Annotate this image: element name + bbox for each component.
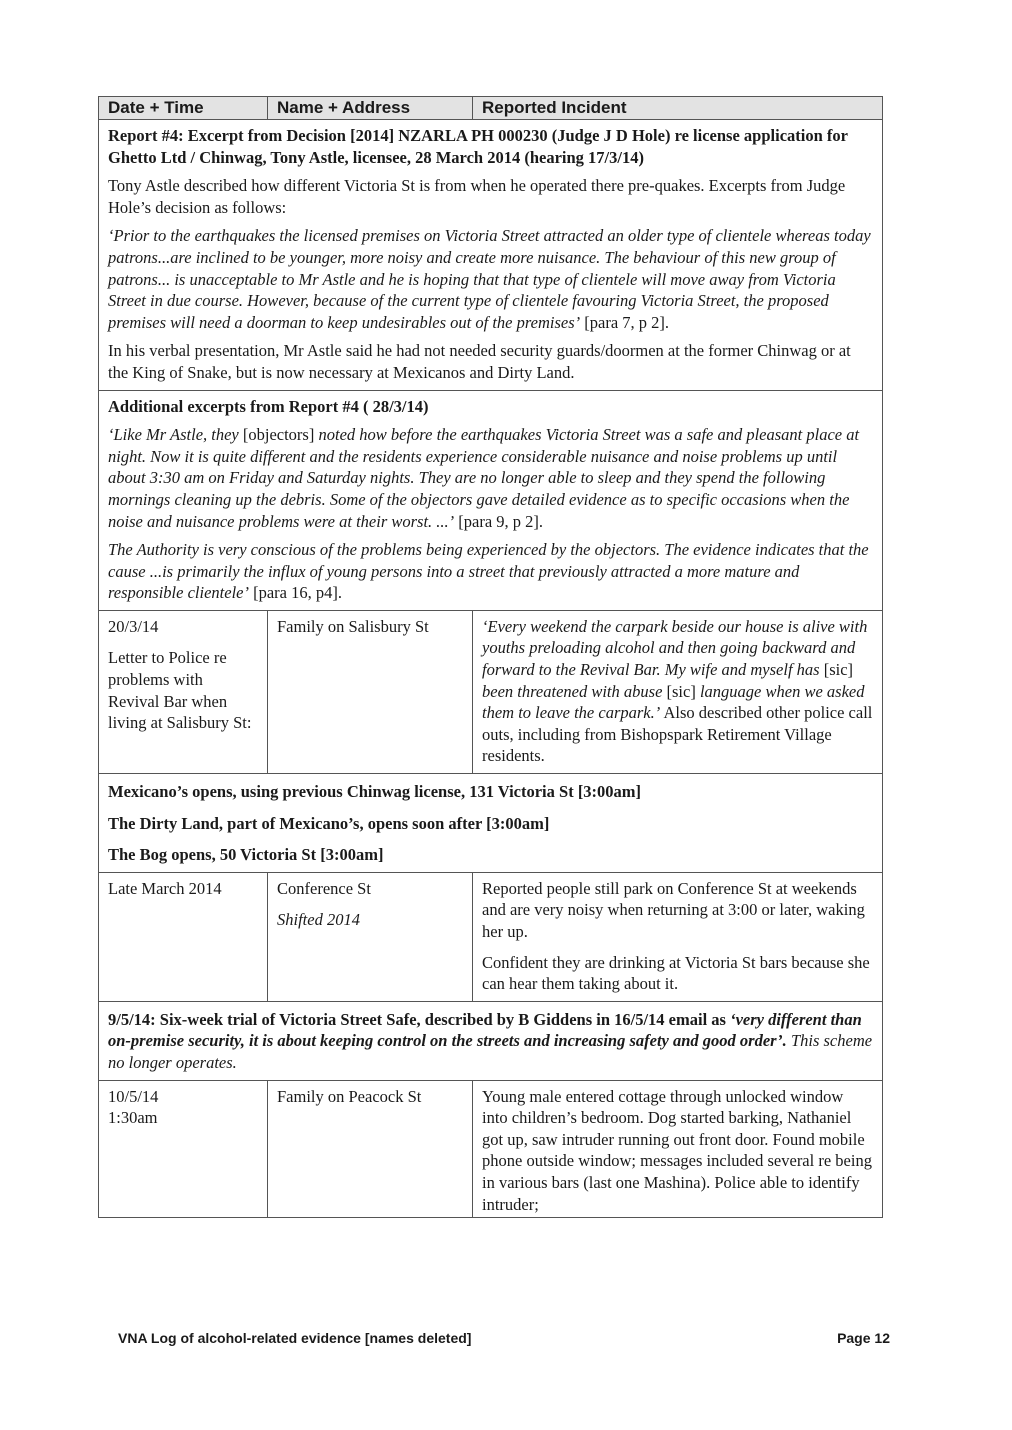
row3-date-cell: [99, 1081, 267, 1135]
row2-incident-1: Reported people still park on Conference St at weekends and are very noisy when returning at 3:00 or later, waking her up.: [482, 878, 865, 941]
additional-q2-text: The Authority is very conscious of the problems being experienced by the objectors. The evidence indicates that the cause ...is primarily the influx of young persons into a street that previously attracted a more mature and responsible clientele’: [108, 540, 869, 603]
openings-row: [99, 774, 883, 873]
row1-incident: [482, 616, 873, 767]
additional-title: Additional excerpts from Report #4 ( 28/3/14): [108, 396, 429, 416]
trial-cell: [99, 1002, 882, 1080]
additional-q1-part-c: noted how before the earthquakes Victoria Street was a safe and pleasant place at night. Now it is quite different and the residents experience considerable nuisance and noise problems up until about 3:30 am on Friday and Saturday nights. They are no longer able to sleep and they spend the following mornings cleaning up the debris. Some of the objectors gave detailed evidence as to specific occasions when the noise and nuisance problems were at their worst. ...’: [108, 425, 860, 531]
row3-incident-cell: [473, 1081, 882, 1218]
row1-inc-f: Also described other police call outs, including from Bishopspark Retirement Village residents.: [482, 703, 873, 766]
report4-cell: [99, 120, 882, 390]
row1-inc-e: language when we asked them to leave the carpark.’: [482, 681, 865, 723]
trial-quote: ‘very different than on-premise security, it is about keeping control on the streets and increasing safety and good order’.: [108, 1009, 862, 1051]
report4-row: [99, 120, 883, 391]
row1-inc-sic2: [sic]: [662, 681, 700, 701]
row3-incident: Young male entered cottage through unlocked window into children’s bedroom. Dog started barking, Nathaniel got up, saw intruder running out front door. Found mobile phone outside window; messages included several re being in various bars (last one Mashina). Police able to identify intruder;: [482, 1086, 872, 1214]
opening-mexicanos: Mexicano’s opens, using previous Chinwag license, 131 Victoria St [3:00am]: [108, 782, 642, 802]
header-date-time: Date + Time: [99, 97, 268, 120]
additional-q1-objectors: [objectors]: [238, 425, 319, 445]
row1-inc-sic1: [sic]: [819, 660, 854, 680]
evidence-log-table: [98, 96, 883, 1218]
table-row: [99, 872, 883, 1001]
additional-q1-part-a: ‘Like Mr Astle, they: [108, 425, 239, 445]
row2-date-cell: [99, 873, 267, 906]
row3-name: Family on Peacock St: [277, 1086, 422, 1106]
trial-row: [99, 1001, 883, 1080]
row3-date: 10/5/14: [108, 1086, 159, 1106]
row1-date-cell: [99, 611, 267, 740]
report4-verbal: In his verbal presentation, Mr Astle said he had not needed security guards/doormen at the former Chinwag or at the King of Snake, but is now necessary at Mexicanos and Dirty Land.: [108, 341, 851, 382]
row2-incident-cell: [473, 873, 882, 1001]
row1-inc-c: been threatened with abuse: [482, 681, 663, 701]
additional-quote2: [108, 539, 873, 604]
row1-name: Family on Salisbury St: [277, 616, 429, 636]
row1-date-note: Letter to Police re problems with Revival Bar when living at Salisbury St:: [108, 648, 252, 733]
opening-the-bog: The Bog opens, 50 Victoria St [3:00am]: [108, 845, 384, 865]
row1-incident-cell: [473, 611, 882, 773]
additional-q1-ref: [para 9, p 2].: [454, 511, 544, 531]
report4-quote-para: [108, 225, 873, 333]
row2-incident-2: Confident they are drinking at Victoria St bars because she can hear them taking about it.: [482, 952, 870, 994]
header-reported-incident: Reported Incident: [473, 97, 883, 120]
table-row: [99, 1080, 883, 1218]
row1-date: 20/3/14: [108, 616, 159, 636]
opening-dirty-land: The Dirty Land, part of Mexicano’s, opens soon after [3:00am]: [108, 813, 550, 833]
page-footer: [118, 1330, 890, 1346]
trial-description: 9/5/14: Six-week trial of Victoria Street Safe, described by B Giddens in 16/5/14 email as: [108, 1009, 731, 1029]
row2-name-note: Shifted 2014: [277, 910, 360, 930]
footer-document-title: VNA Log of alcohol-related evidence [names deleted]: [118, 1330, 472, 1346]
row1-inc-a: ‘Every weekend the carpark beside our house is alive with youths preloading alcohol and then going backward and forward to the Revival Bar. My wife and myself has: [482, 616, 868, 680]
row2-date: Late March 2014: [108, 878, 222, 898]
trial-text: [108, 1009, 873, 1074]
row2-name: Conference St: [277, 878, 371, 898]
report4-quote: ‘Prior to the earthquakes the licensed premises on Victoria Street attracted an older type of clientele whereas today patrons...are inclined to be younger, more noisy and create more nuisance. The behaviour of this new group of patrons... is unacceptable to Mr Astle and he is hoping that that type of clientele will move away from Victoria Street in due course. However, because of the current type of clientele favouring Victoria Street, the proposed premises will need a doorman to keep undesirables out of the premises’: [108, 226, 871, 332]
additional-quote1: [108, 424, 873, 532]
row1-name-cell: [268, 611, 472, 644]
report4-intro: Tony Astle described how different Victoria St is from when he operated there pre-quakes. Excerpts from Judge Hole’s decision as follows:: [108, 176, 846, 217]
row2-name-cell: [268, 873, 472, 937]
additional-excerpts-cell: [99, 391, 882, 610]
row3-time: 1:30am: [108, 1108, 158, 1128]
table-header-row: [99, 97, 883, 120]
report4-title: Report #4: Excerpt from Decision [2014] NZARLA PH 000230 (Judge J D Hole) re license application for Ghetto Ltd / Chinwag, Tony Astle, licensee, 28 March 2014 (hearing 17/3/14): [108, 126, 848, 167]
additional-excerpts-row: [99, 390, 883, 610]
additional-q2-ref: [para 16, p4].: [248, 583, 342, 603]
trial-note: This scheme no longer operates.: [108, 1031, 873, 1072]
openings-cell: [99, 774, 882, 872]
report4-quote-ref: [para 7, p 2].: [580, 312, 670, 332]
header-name-address: Name + Address: [268, 97, 473, 120]
footer-page-number: Page 12: [837, 1330, 890, 1346]
table-row: [99, 610, 883, 773]
row3-name-cell: [268, 1081, 472, 1114]
